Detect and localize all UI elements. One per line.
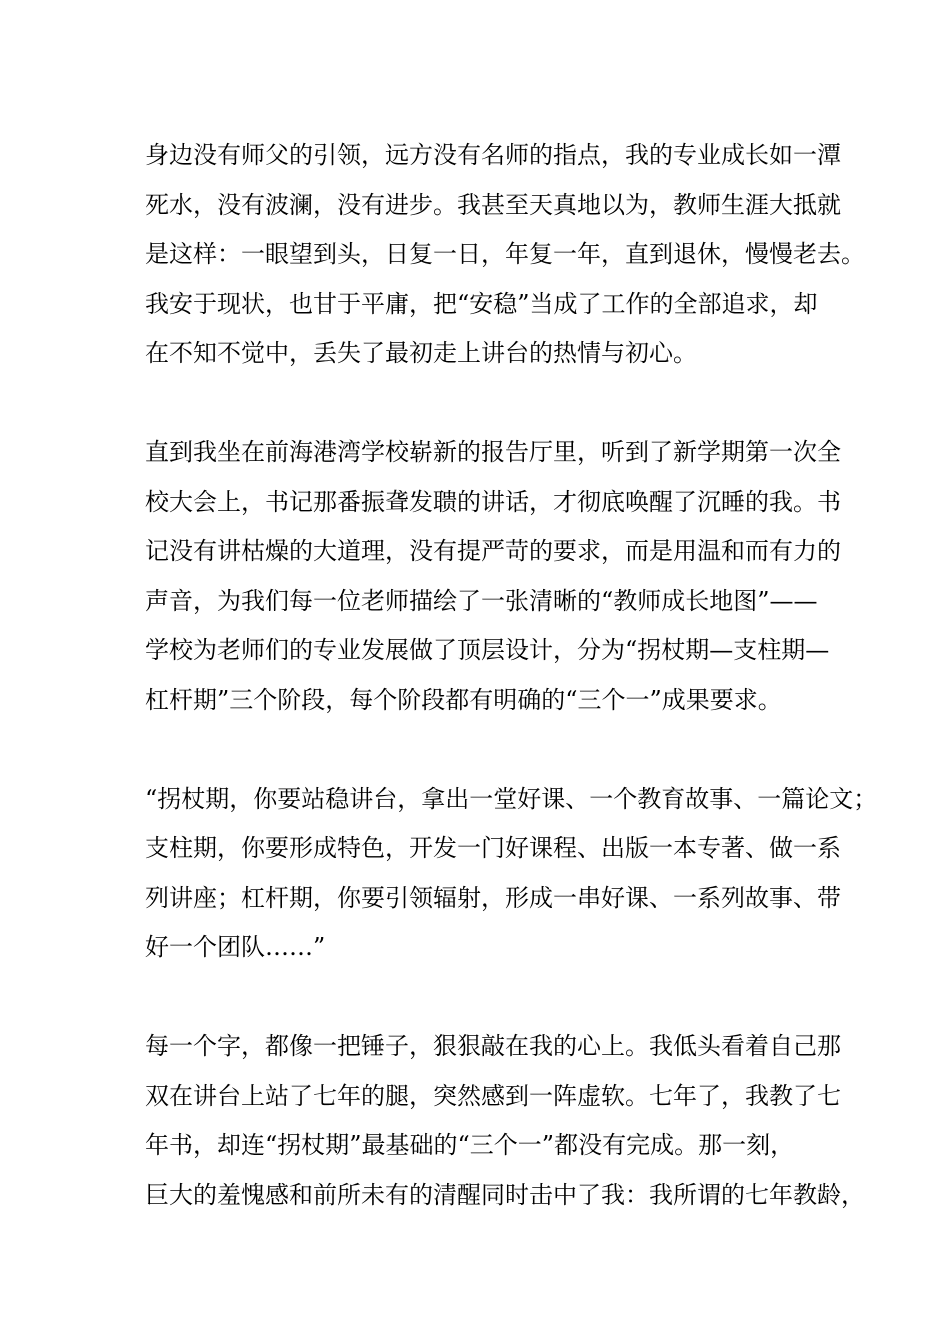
text-line: 校大会上，书记那番振聋发聩的讲话，才彻底唤醒了沉睡的我。书 (145, 487, 841, 516)
text-line: 直到我坐在前海港湾学校崭新的报告厅里，听到了新学期第一次全 (145, 438, 841, 466)
text-line: 我安于现状，也甘于平庸，把“安稳”当成了工作的全部追求，却 (145, 289, 818, 318)
paragraph-spacer (145, 379, 835, 429)
text-line: 列讲座；杠杆期，你要引领辐射，形成一串好课、一系列故事、带 (145, 883, 841, 912)
text-line: 每一个字，都像一把锤子，狠狠敲在我的心上。我低头看着自己那 (145, 1032, 841, 1060)
paragraph-3 (145, 775, 878, 973)
text-line: 声音，为我们每一位老师描绘了一张清晰的“教师成长地图”—— (145, 586, 818, 615)
text-line: 巨大的羞愧感和前所未有的清醒同时击中了我：我所谓的七年教龄， (145, 1180, 865, 1209)
paragraph-2 (145, 428, 841, 725)
text-line: 在不知不觉中，丢失了最初走上讲台的热情与初心。 (145, 339, 697, 367)
paragraph-1 (145, 131, 865, 379)
text-line: 支柱期，你要形成特色，开发一门好课程、出版一本专著、做一系 (145, 834, 841, 862)
text-line: 身边没有师父的引领，远方没有名师的指点，我的专业成长如一潭 (145, 141, 841, 169)
text-line: 记没有讲枯燥的大道理，没有提严苛的要求，而是用温和而有力的 (145, 537, 841, 565)
paragraph-4 (145, 1022, 865, 1220)
paragraph-spacer (145, 725, 835, 775)
document-body (145, 131, 878, 1220)
text-line: 死水，没有波澜，没有进步。我甚至天真地以为，教师生涯大抵就 (145, 190, 841, 219)
text-line: “拐杖期，你要站稳讲台，拿出一堂好课、一个教育故事、一篇论文； (145, 784, 878, 813)
text-line: 杠杆期”三个阶段，每个阶段都有明确的“三个一”成果要求。 (145, 685, 782, 714)
text-line: 年书，却连“拐杖期”最基础的“三个一”都没有完成。那一刻， (145, 1131, 795, 1159)
text-line: 好一个团队……” (145, 933, 326, 961)
text-line: 是这样：一眼望到头，日复一日，年复一年，直到退休，慢慢老去。 (145, 240, 865, 268)
paragraph-spacer (145, 973, 835, 1023)
text-line: 双在讲台上站了七年的腿，突然感到一阵虚软。七年了，我教了七 (145, 1081, 841, 1110)
text-line: 学校为老师们的专业发展做了顶层设计，分为“拐杖期—支柱期— (145, 636, 830, 664)
